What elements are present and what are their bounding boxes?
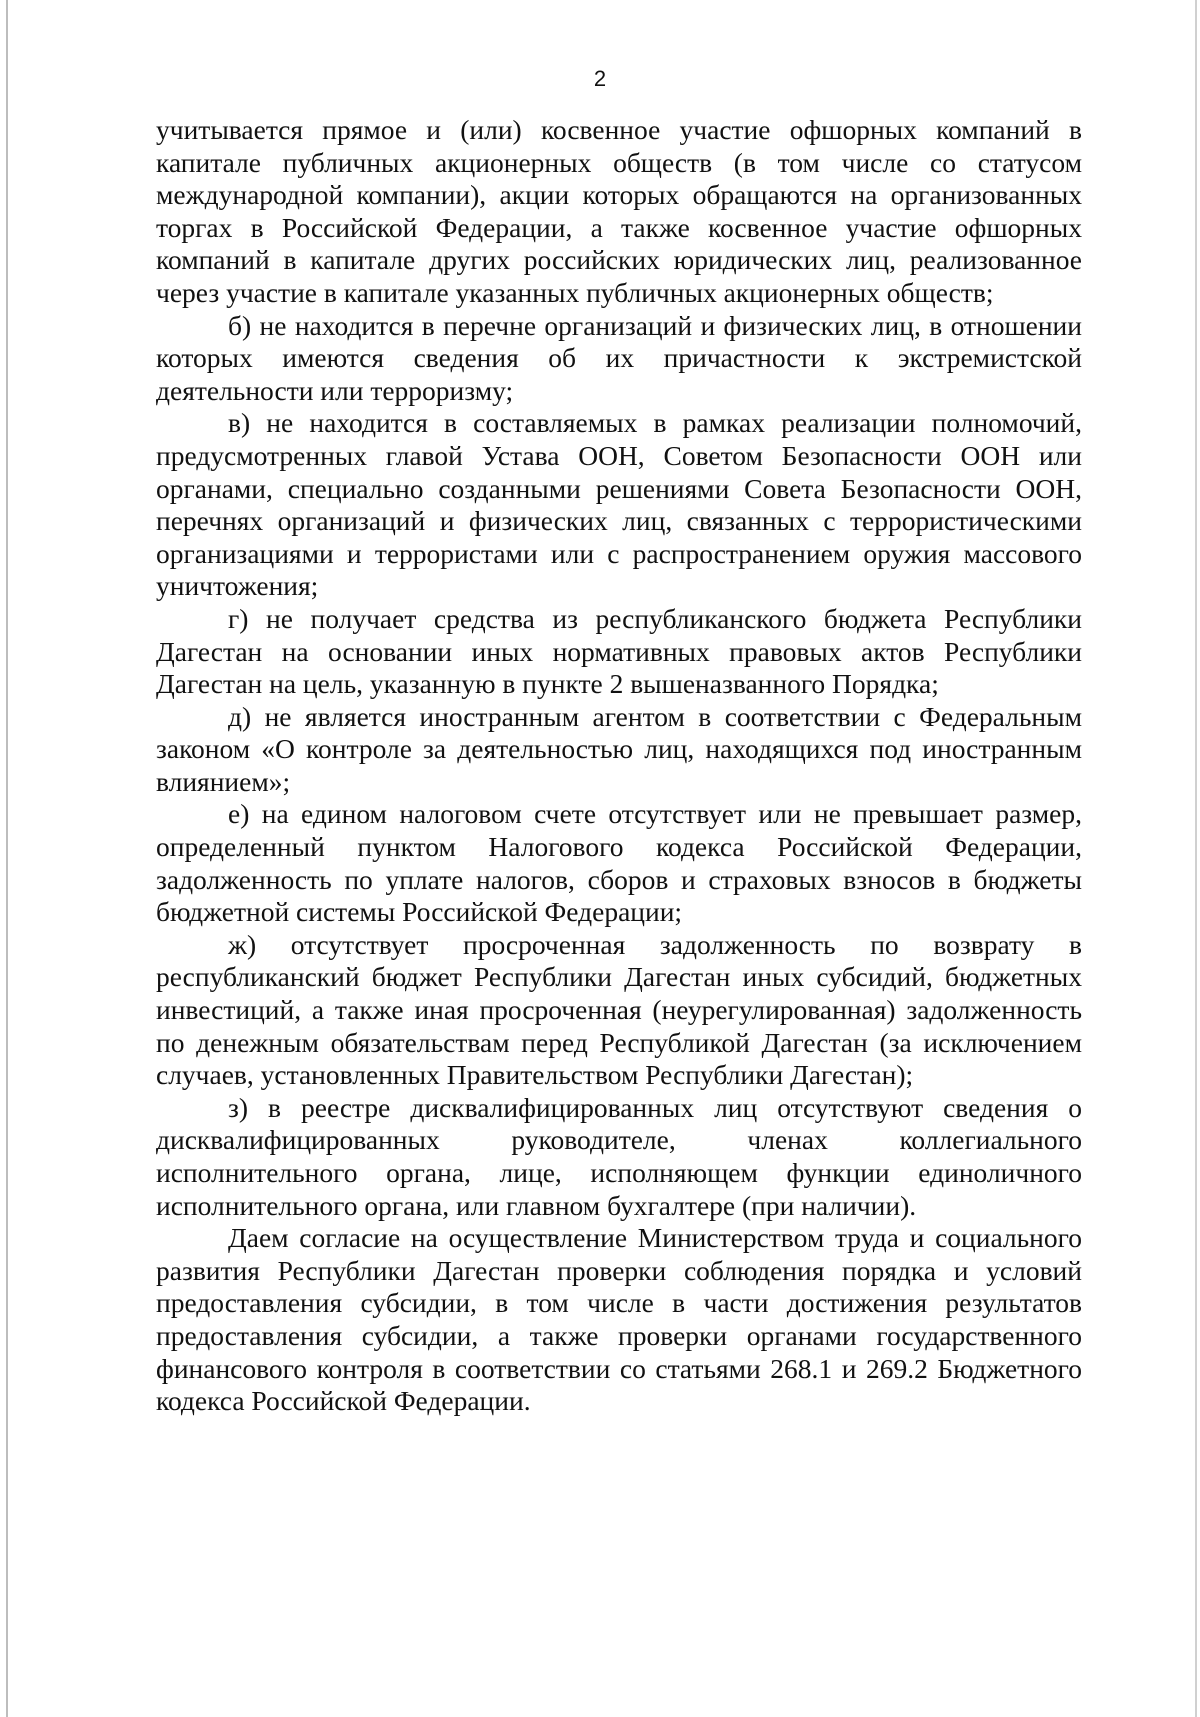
paragraph-item-zh: ж) отсутствует просроченная задолженность по возврату в республиканский бюджет Республики Дагестан иных субсидий, бюджетных инвестиций, а также иная просроченная (неурегулированная) задолженность по денежным обязательствам перед Республикой Дагестан (за исключением случаев, установленных Правительством Республики Дагестан); bbox=[156, 928, 1082, 1091]
paragraph-item-b: б) не находится в перечне организаций и физических лиц, в отношении которых имеются сведения об их причастности к экстремистской деятельности или терроризму; bbox=[156, 309, 1082, 406]
paragraph-item-v: в) не находится в составляемых в рамках реализации полномочий, предусмотренных главой Устава ООН, Советом Безопасности ООН или органами, специально созданными решениями Совета Безопасности ООН, перечнях организаций и физических лиц, связанных с террористическими организациями и террористами или с распространением оружия массового уничтожения; bbox=[156, 407, 1082, 602]
document-body bbox=[156, 114, 1082, 1418]
paragraph-item-z: з) в реестре дисквалифицированных лиц отсутствуют сведения о дисквалифицированных руководителе, членах коллегиального исполнительного органа, лице, исполняющем функции единоличного исполнительного органа, или главном бухгалтере (при наличии). bbox=[156, 1091, 1082, 1221]
page-number: 2 bbox=[593, 66, 607, 91]
scan-edge-left bbox=[6, 0, 8, 1717]
paragraph-item-d: д) не является иностранным агентом в соответствии с Федеральным законом «О контроле за деятельностью лиц, находящихся под иностранным влиянием»; bbox=[156, 700, 1082, 797]
paragraph-consent: Даем согласие на осуществление Министерством труда и социального развития Республики Дагестан проверки соблюдения порядка и условий предоставления субсидии, в том числе в части достижения результатов предоставления субсидии, а также проверки органами государственного финансового контроля в соответствии со статьями 268.1 и 269.2 Бюджетного кодекса Российской Федерации. bbox=[156, 1222, 1082, 1417]
scan-edge-right bbox=[1195, 0, 1197, 1717]
paragraph-item-e: е) на едином налоговом счете отсутствует или не превышает размер, определенный пунктом Налогового кодекса Российской Федерации, задолженность по уплате налогов, сборов и страховых взносов в бюджеты бюджетной системы Российской Федерации; bbox=[156, 798, 1082, 928]
paragraph-item-g: г) не получает средства из республиканского бюджета Республики Дагестан на основании иных нормативных правовых актов Республики Дагестан на цель, указанную в пункте 2 вышеназванного Порядка; bbox=[156, 602, 1082, 700]
paragraph-continuation: учитывается прямое и (или) косвенное участие офшорных компаний в капитале публичных акционерных обществ (в том числе со статусом международной компании), акции которых обращаются на организованных торгах в Российской Федерации, а также косвенное участие офшорных компаний в капитале других российских юридических лиц, реализованное через участие в капитале указанных публичных акционерных обществ; bbox=[156, 114, 1082, 308]
